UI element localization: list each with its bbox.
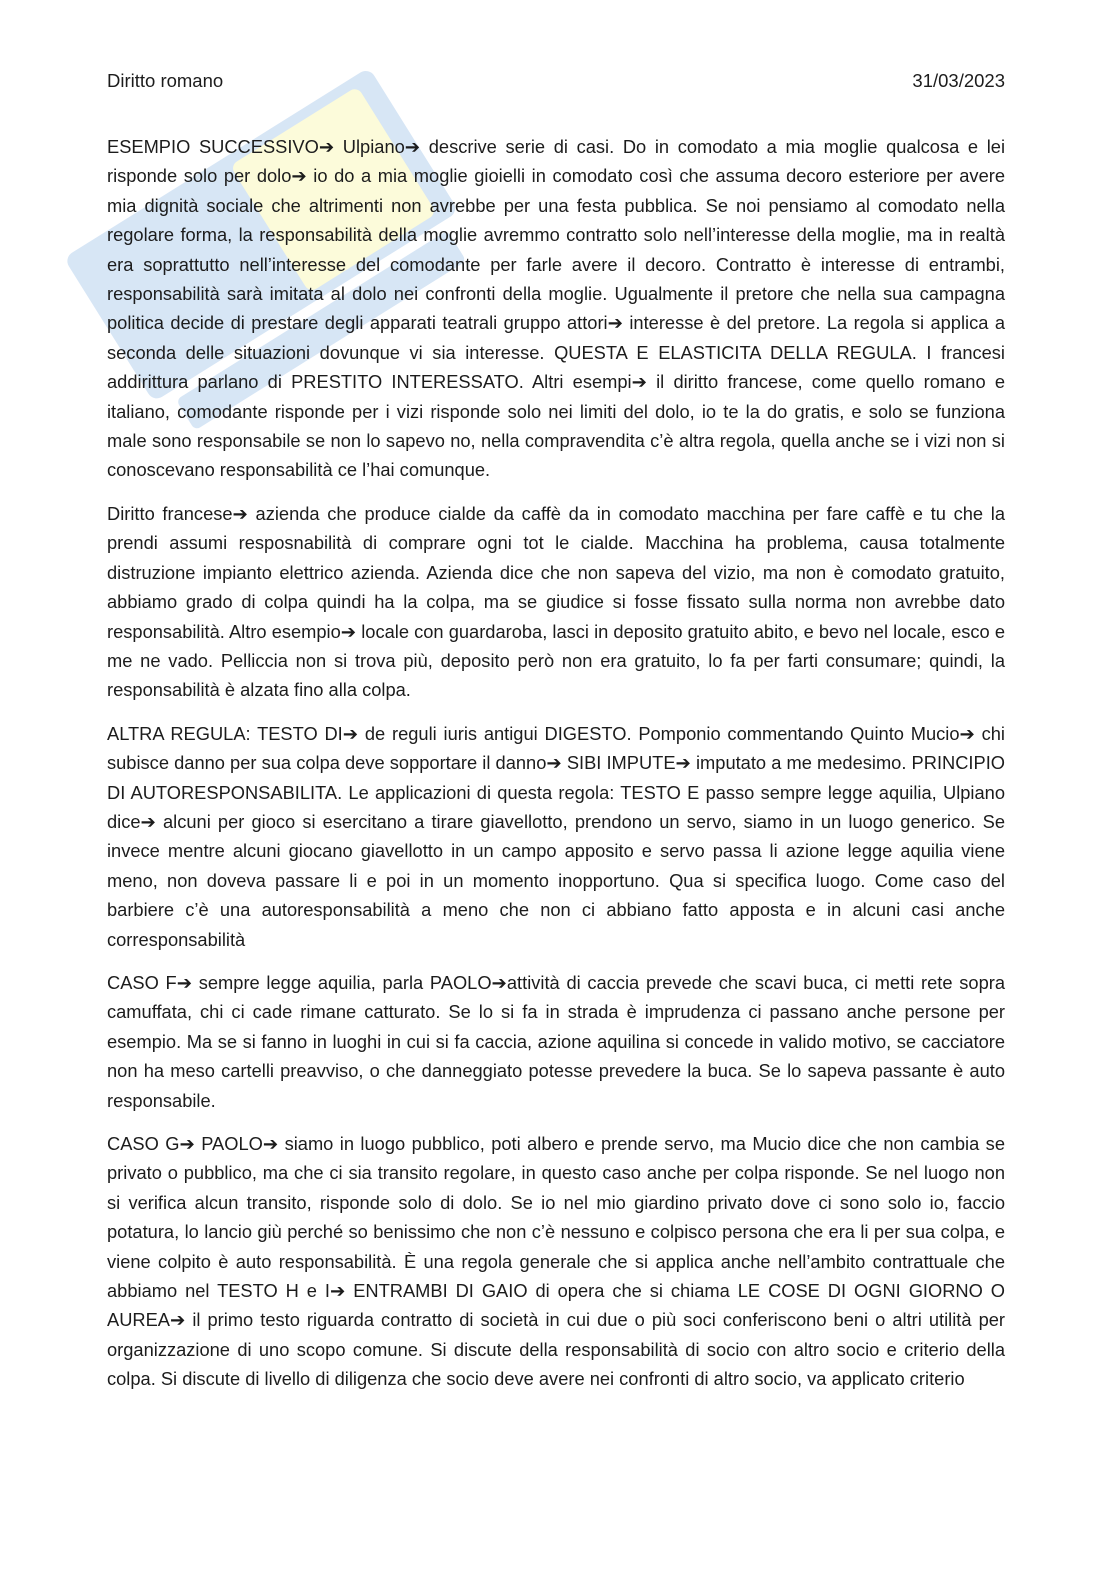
- page-header: [107, 66, 1005, 96]
- paragraph-diritto-francese: Diritto francese➔ azienda che produce cialde da caffè da in comodato macchina per fare caffè e tu che la prendi assumi resposnabilità di comprare ogni tot le cialde. Macchina ha problema, causa totalmente distruzione impianto elettrico azienda. Azienda dice che non sapeva del vizio, ma non è comodato gratuito, abbiamo grado di colpa quindi ha la colpa, ma se giudice si fosse fissato sulla norma non avrebbe dato responsabilità. Altro esempio➔ locale con guardaroba, lasci in deposito gratuito abito, e bevo nel locale, esco e me ne vado. Pelliccia non si trova più, deposito però non era gratuito, lo fa per farti consumare; quindi, la responsabilità è alzata fino alla colpa.: [107, 502, 1005, 701]
- note-date: 31/03/2023: [912, 70, 1005, 91]
- paragraph-caso-f: CASO F➔ sempre legge aquilia, parla PAOLO➔attività di caccia prevede che scavi buca, ci metti rete sopra camuffata, chi ci cade rimane catturato. Se lo si fa in strada è imprudenza ci passano anche persone per esempio. Ma se si fanno in luoghi in cui si fa caccia, azione aquilina si concede in valido motivo, se cacciatore non ha meso cartelli preavviso, o che danneggiato potesse prevedere la buca. Se lo sapeva passante è auto responsabile.: [107, 971, 1005, 1111]
- course-title: Diritto romano: [107, 70, 224, 91]
- notes-body: [107, 132, 1005, 1394]
- paragraph-esempio-successivo: ESEMPIO SUCCESSIVO➔ Ulpiano➔ descrive serie di casi. Do in comodato a mia moglie qualcosa e lei risponde solo per dolo➔ io do a mia moglie gioielli in comodato così che assuma decoro esteriore per avere mia dignità sociale che altrimenti non avrebbe per una festa pubblica. Se noi pensiamo al comodato nella regolare forma, la responsabilità della moglie avremmo contratto solo nell’interesse della moglie, ma in realtà era soprattutto nell’interesse del comodante per farle avere il decoro. Contratto è interesse di entrambi, responsabilità sarà imitata al dolo nei confronti della moglie. Ugualmente il pretore che nella sua campagna politica decide di prestare degli apparati teatrali gruppo attori➔ interesse è del pretore. La regola si applica a seconda delle situazioni dovunque vi sia interesse. QUESTA E ELASTICITA DELLA REGULA. I francesi addirittura parlano di PRESTITO INTERESSATO. Altri esempi➔ il diritto francese, come quello romano e italiano, comodante risponde per i vizi risponde solo nei limiti del dolo, io te la do gratis, e solo se funziona male sono responsabile se non lo sapevo no, nella compravendita c’è altra regola, quella anche se i vizi non si conoscevano responsabilità ce l’hai comunque.: [107, 136, 1005, 481]
- paragraph-caso-g: CASO G➔ PAOLO➔ siamo in luogo pubblico, poti albero e prende servo, ma Mucio dice che non cambia se privato o pubblico, ma che ci sia transito regolare, in questo caso anche per colpa risponde. Se nel luogo non si verifica alcun transito, risponde solo di dolo. Se io nel mio giardino privato dove ci sono solo io, faccio potatura, lo lancio giù perché so benissimo che non c’è nessuno e colpisco persona che era li per sua colpa, e viene colpito è auto responsabilità. È una regola generale che si applica anche nell’ambito contrattuale che abbiamo nel TESTO H e I➔ ENTRAMBI DI GAIO di opera che si chiama LE COSE DI OGNI GIORNO O AUREA➔ il primo testo riguarda contratto di società in cui due o più soci conferiscono beni o altri utilità per organizzazione di uno scopo comune. Si discute della responsabilità di socio con altro socio e criterio della colpa. Si discute di livello di diligenza che socio deve avere nei confronti di altro socio, va applicato criterio: [107, 1133, 1005, 1390]
- document-page: [107, 66, 1005, 1408]
- paragraph-altra-regula: ALTRA REGULA: TESTO DI➔ de reguli iuris antigui DIGESTO. Pomponio commentando Quinto Mucio➔ chi subisce danno per sua colpa deve sopportare il danno➔ SIBI IMPUTE➔ imputato a me medesimo. PRINCIPIO DI AUTORESPONSABILITA. Le applicazioni di questa regola: TESTO E passo sempre legge aquilia, Ulpiano dice➔ alcuni per gioco si esercitano a tirare giavellotto, prendono un servo, siamo in un luogo generico. Se invece mentre alcuni giocano giavellotto in un campo apposito e servo passa li azione legge aquilia viene meno, non doveva passare li e poi in un momento inopportuno. Qua si specifica luogo. Come caso del barbiere c’è una autoresponsabilità a meno che non ci abbiano fatto apposta e in alcuni casi anche corresponsabilità: [107, 722, 1005, 950]
